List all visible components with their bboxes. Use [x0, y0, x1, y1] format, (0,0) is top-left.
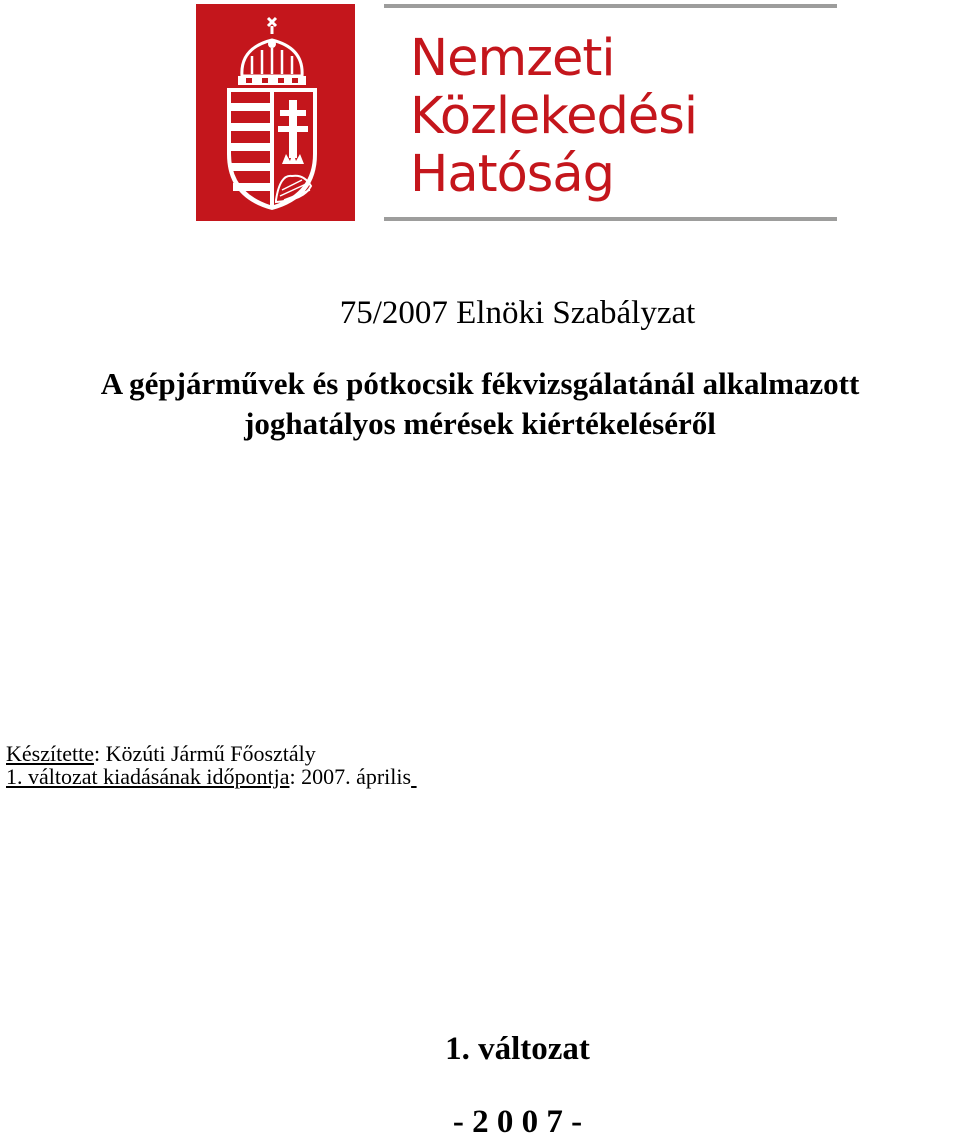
logo	[196, 4, 355, 221]
header-rule-bottom	[384, 217, 837, 221]
year-label: - 2 0 0 7 -	[452, 1104, 583, 1140]
document-title-line: joghatályos mérések kiértékeléséről	[244, 406, 716, 441]
author-label: Készítette	[6, 741, 94, 766]
author-value: Közúti Jármű Főosztály	[105, 741, 316, 766]
document-title-line: A gépjárművek és pótkocsik fékvizsgálatánál alkalmazott	[100, 366, 860, 401]
date-line: 1. változat kiadásának időpontja: 2007. április	[6, 765, 417, 788]
org-name-line: Hatóság	[410, 145, 614, 204]
org-name-line: Közlekedési	[410, 87, 698, 146]
version-label: 1. változat	[445, 1031, 590, 1067]
date-trailing-underline	[411, 764, 417, 789]
document-number: 75/2007 Elnöki Szabályzat	[339, 295, 696, 331]
hungarian-coat-of-arms-icon	[196, 4, 355, 221]
date-value: 2007. április	[301, 764, 412, 789]
date-label: 1. változat kiadásának időpontja	[6, 764, 290, 789]
organization-name	[410, 30, 697, 204]
header-rule-top	[384, 4, 837, 8]
document-title	[0, 364, 960, 444]
author-line: Készítette: Közúti Jármű Főosztály	[6, 741, 316, 766]
org-name-line: Nemzeti	[410, 29, 615, 88]
document-meta	[6, 742, 417, 788]
